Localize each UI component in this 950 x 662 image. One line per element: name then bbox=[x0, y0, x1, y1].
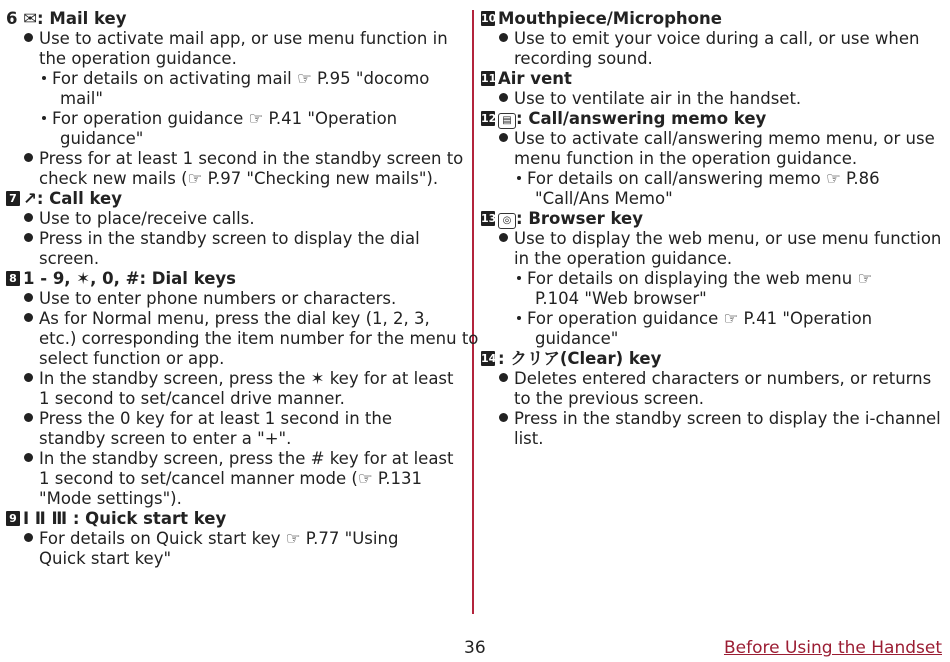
bullet-icon bbox=[24, 213, 33, 222]
bullet-icon bbox=[24, 233, 33, 242]
browser-key-icon: ◎ bbox=[498, 213, 516, 229]
bullet-icon bbox=[24, 313, 33, 322]
section-number-10: 10 bbox=[481, 12, 497, 25]
bullet-icon bbox=[499, 133, 508, 142]
dot-icon bbox=[42, 76, 46, 80]
section-12-heading: 12 ▤ : Call/answering memo key bbox=[481, 109, 767, 128]
section-number-8: 8 bbox=[6, 271, 20, 286]
bullet-icon bbox=[24, 33, 33, 42]
bullet-icon bbox=[499, 373, 508, 382]
bullet-icon bbox=[24, 153, 33, 162]
section-6-heading: 6 ✉: Mail key bbox=[6, 9, 127, 28]
section-8-heading: 8 1 - 9, ✶, 0, #: Dial keys bbox=[6, 269, 236, 289]
bullet-icon bbox=[24, 373, 33, 382]
page-number: 36 bbox=[464, 638, 486, 658]
section-11-heading: 11 Air vent bbox=[481, 69, 572, 88]
section-7-heading: 7 ↗: Call key bbox=[6, 189, 122, 209]
bullet-icon bbox=[24, 453, 33, 462]
section-14-heading: 14 : クリア(Clear) key bbox=[481, 349, 662, 368]
section-10-heading: 10 Mouthpiece/Microphone bbox=[481, 9, 722, 28]
memo-key-icon: ▤ bbox=[498, 113, 516, 129]
section-link[interactable]: Before Using the Handset bbox=[723, 638, 942, 658]
column-divider bbox=[472, 10, 474, 614]
section-number-13: 13 bbox=[481, 212, 497, 225]
section-number-7: 7 bbox=[6, 191, 20, 206]
bullet-icon bbox=[499, 33, 508, 42]
bullet-icon bbox=[499, 233, 508, 242]
bullet-icon bbox=[24, 413, 33, 422]
section-13-heading: 13 ◎ : Browser key bbox=[481, 209, 644, 228]
bullet-icon bbox=[499, 93, 508, 102]
dot-icon bbox=[517, 176, 521, 180]
section-number-9: 9 bbox=[6, 511, 20, 526]
section-9-heading: 9 Ⅰ Ⅱ Ⅲ : Quick start key bbox=[6, 509, 226, 529]
bullet-icon bbox=[24, 533, 33, 542]
dot-icon bbox=[517, 276, 521, 280]
dot-icon bbox=[42, 116, 46, 120]
section-number-14: 14 bbox=[481, 352, 497, 365]
dot-icon bbox=[517, 316, 521, 320]
section-number-12: 12 bbox=[481, 112, 497, 125]
bullet-icon bbox=[499, 413, 508, 422]
bullet-icon bbox=[24, 293, 33, 302]
section-number-11: 11 bbox=[481, 72, 497, 85]
